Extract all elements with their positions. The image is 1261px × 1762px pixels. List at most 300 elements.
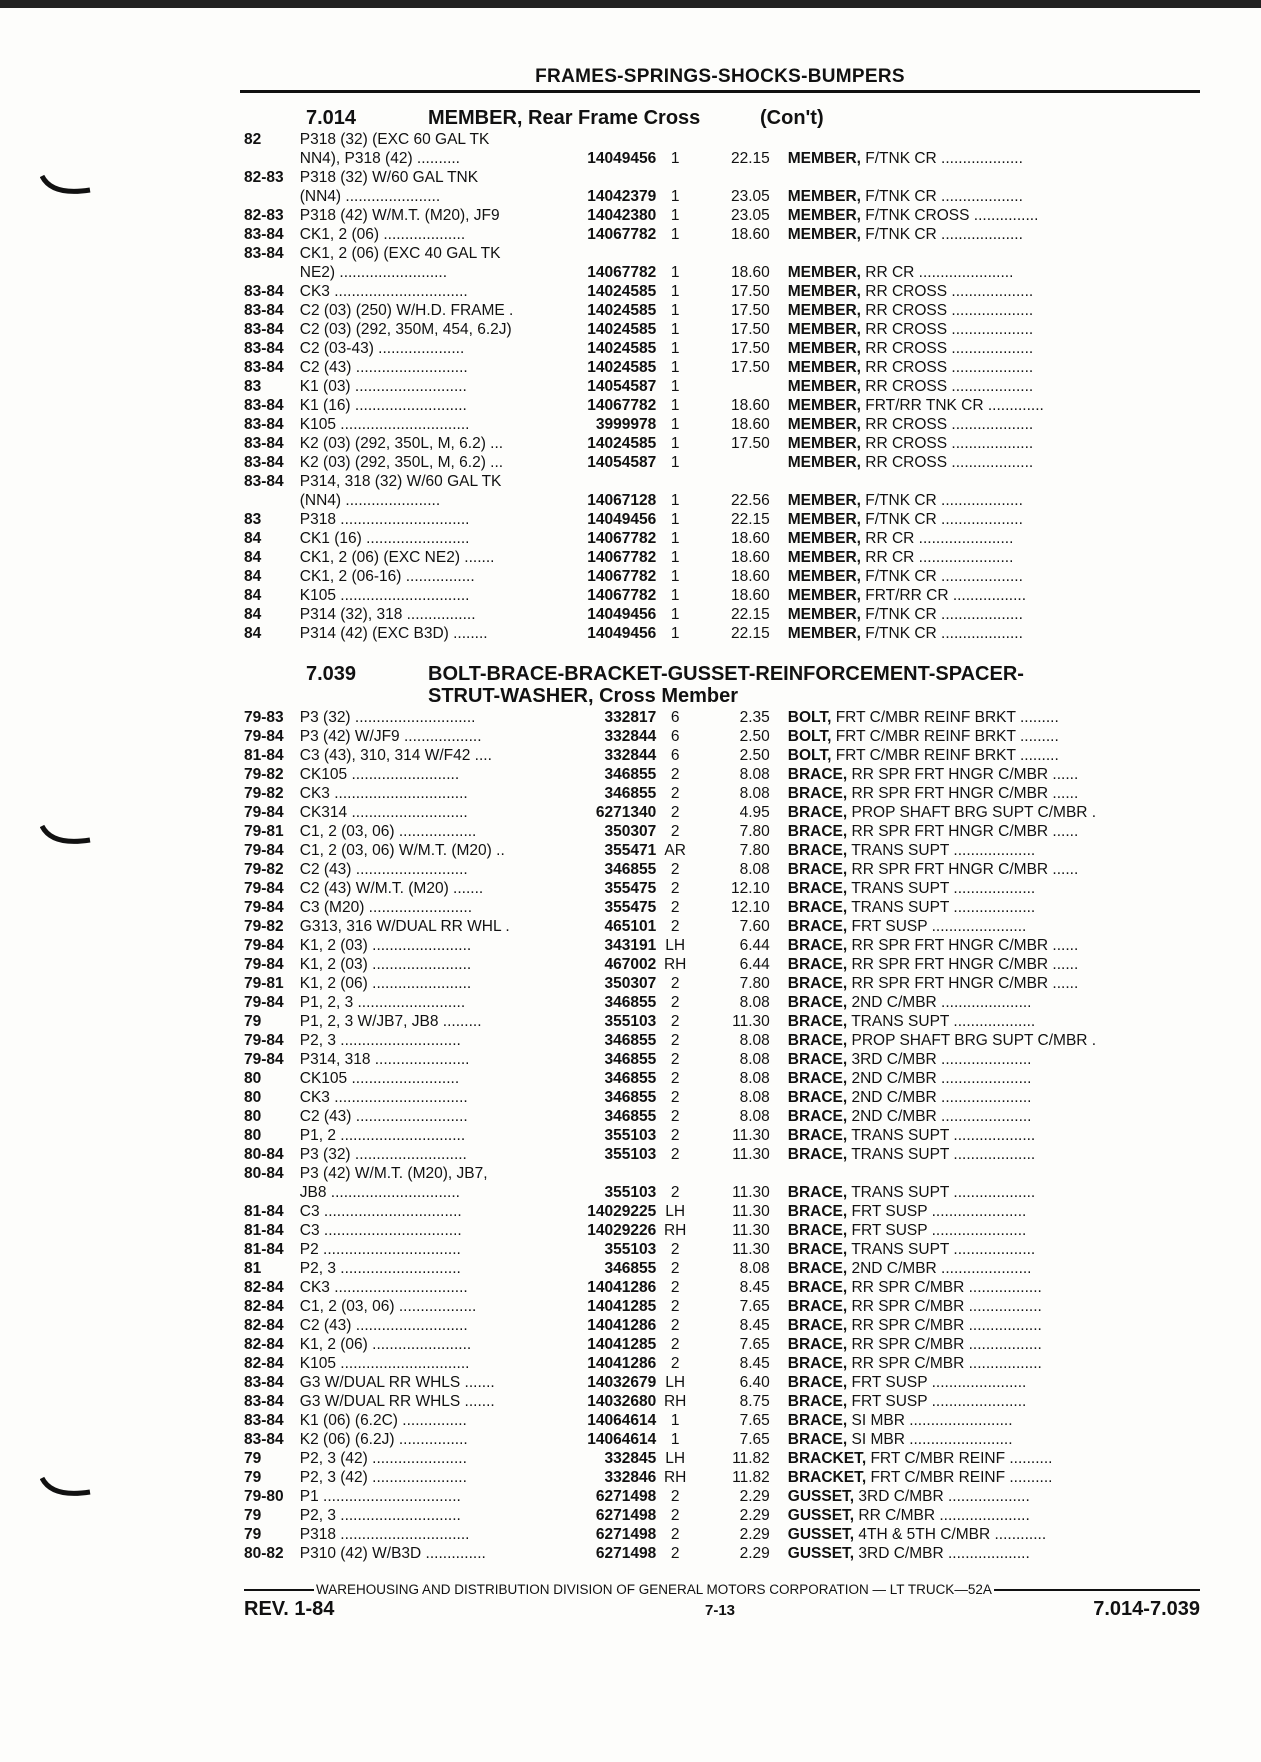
part-name-detail: FRT C/MBR REINF .......... bbox=[866, 1450, 1053, 1467]
section-title: BOLT-BRACE-BRACKET-GUSSET-REINFORCEMENT-SPACER- bbox=[428, 663, 1024, 685]
part-name bbox=[782, 415, 1204, 434]
part-number: 14054587 bbox=[587, 378, 657, 395]
application: K2 (06) (6.2J) ................ bbox=[299, 1431, 468, 1448]
price: 2.29 bbox=[739, 1488, 770, 1505]
year-range: 84 bbox=[244, 606, 262, 623]
table-row bbox=[244, 784, 1204, 803]
year-range: 82-84 bbox=[244, 1298, 284, 1315]
quantity: 1 bbox=[670, 435, 680, 452]
part-number: 6271498 bbox=[595, 1526, 657, 1543]
table-row bbox=[244, 1544, 1204, 1563]
part-name bbox=[782, 1088, 1204, 1107]
quantity: 1 bbox=[670, 378, 680, 395]
table-row bbox=[244, 187, 1204, 206]
application: P318 (42) W/M.T. (M20), JF9 bbox=[299, 207, 500, 224]
part-name bbox=[782, 149, 1204, 168]
application: P1, 2, 3 W/JB7, JB8 ......... bbox=[299, 1013, 482, 1030]
application: NN4), P318 (42) .......... bbox=[299, 150, 460, 167]
part-number: 346855 bbox=[604, 994, 657, 1011]
part-name bbox=[782, 1449, 1204, 1468]
footer-rule bbox=[994, 1589, 1200, 1591]
price: 4.95 bbox=[739, 804, 770, 821]
title-rule bbox=[240, 90, 1200, 93]
part-name-detail: RR SPR FRT HNGR C/MBR ...... bbox=[847, 785, 1079, 802]
year-range: 83-84 bbox=[244, 321, 284, 338]
part-name-keyword: MEMBER, bbox=[787, 530, 861, 547]
year-range: 80 bbox=[244, 1070, 262, 1087]
application: K105 .............................. bbox=[299, 587, 470, 604]
quantity: 2 bbox=[670, 1241, 680, 1258]
year-range: 83-84 bbox=[244, 1393, 284, 1410]
section-range: 7.014-7.039 bbox=[1093, 1598, 1200, 1620]
part-number: 465101 bbox=[604, 918, 657, 935]
year-range: 83-84 bbox=[244, 1374, 284, 1391]
table-row bbox=[244, 396, 1204, 415]
table-row bbox=[244, 263, 1204, 282]
application: P3 (42) W/JF9 .................. bbox=[299, 728, 482, 745]
year-range: 81-84 bbox=[244, 1203, 284, 1220]
application: K1, 2 (03) ....................... bbox=[299, 956, 472, 973]
part-number: 6271340 bbox=[595, 804, 657, 821]
part-name-keyword: BRACE, bbox=[787, 842, 848, 859]
application: P2, 3 (42) ...................... bbox=[299, 1469, 467, 1486]
quantity: 2 bbox=[670, 1355, 680, 1372]
quantity: 1 bbox=[670, 264, 680, 281]
part-number: 14067782 bbox=[587, 549, 657, 566]
part-name-detail: RR CROSS ................... bbox=[860, 340, 1034, 357]
part-number: 343191 bbox=[604, 937, 657, 954]
part-name-keyword: BRACE, bbox=[787, 956, 848, 973]
application: P2, 3 ............................ bbox=[299, 1032, 461, 1049]
part-name bbox=[782, 1050, 1204, 1069]
part-number: 332846 bbox=[604, 1469, 657, 1486]
application: C2 (03) (250) W/H.D. FRAME . bbox=[299, 302, 514, 319]
price: 22.15 bbox=[730, 511, 770, 528]
quantity: 2 bbox=[670, 1089, 680, 1106]
part-name bbox=[782, 1012, 1204, 1031]
part-name-detail: F/TNK CR ................... bbox=[860, 226, 1023, 243]
part-name bbox=[782, 624, 1204, 643]
application: K1 (03) .......................... bbox=[299, 378, 467, 395]
price: 8.45 bbox=[739, 1355, 770, 1372]
quantity: 2 bbox=[670, 1108, 680, 1125]
part-name-keyword: BOLT, bbox=[787, 728, 832, 745]
quantity: LH bbox=[665, 1450, 686, 1467]
price: 12.10 bbox=[730, 880, 770, 897]
price: 8.08 bbox=[739, 1070, 770, 1087]
application: P314, 318 ...................... bbox=[299, 1051, 470, 1068]
price: 11.30 bbox=[732, 1127, 770, 1144]
year-range: 79-82 bbox=[244, 918, 284, 935]
part-name-keyword: MEMBER, bbox=[787, 150, 861, 167]
part-name-detail: 3RD C/MBR ................... bbox=[854, 1545, 1030, 1562]
table-row bbox=[244, 130, 1204, 149]
footer-division-line bbox=[244, 1582, 1200, 1597]
table-row bbox=[244, 1069, 1204, 1088]
application: JB8 .............................. bbox=[299, 1184, 460, 1201]
application: P318 .............................. bbox=[299, 511, 470, 528]
part-name bbox=[782, 727, 1204, 746]
part-number: 14067782 bbox=[587, 397, 657, 414]
part-name-detail: RR SPR FRT HNGR C/MBR ...... bbox=[847, 861, 1079, 878]
part-number: 14067782 bbox=[587, 226, 657, 243]
part-name bbox=[782, 1354, 1204, 1373]
application: P318 (32) (EXC 60 GAL TK bbox=[299, 131, 490, 148]
part-number: 14049456 bbox=[587, 150, 657, 167]
part-name-keyword: MEMBER, bbox=[787, 302, 861, 319]
part-name-keyword: BRACE, bbox=[787, 823, 848, 840]
price: 18.60 bbox=[730, 226, 770, 243]
part-name bbox=[782, 822, 1204, 841]
application: P3 (32) .......................... bbox=[299, 1146, 467, 1163]
year-range: 79 bbox=[244, 1526, 262, 1543]
price: 22.15 bbox=[730, 625, 770, 642]
application: P3 (42) W/M.T. (M20), JB7, bbox=[299, 1165, 488, 1182]
section-7-039 bbox=[244, 662, 1204, 1563]
part-name-detail: RR CROSS ................... bbox=[860, 454, 1034, 471]
part-name-detail: F/TNK CROSS ............... bbox=[860, 207, 1039, 224]
part-name-keyword: BRACE, bbox=[787, 937, 848, 954]
part-number: 14024585 bbox=[587, 302, 657, 319]
table-row bbox=[244, 765, 1204, 784]
quantity: 2 bbox=[670, 1051, 680, 1068]
part-number: 346855 bbox=[604, 785, 657, 802]
part-number: 350307 bbox=[604, 975, 657, 992]
table-row bbox=[244, 1221, 1204, 1240]
quantity: 1 bbox=[670, 359, 680, 376]
part-number: 14067782 bbox=[587, 568, 657, 585]
application: CK314 ........................... bbox=[299, 804, 468, 821]
price: 7.60 bbox=[739, 918, 770, 935]
part-number: 332817 bbox=[604, 709, 657, 726]
quantity: 2 bbox=[670, 975, 680, 992]
part-name-detail: RR CROSS ................... bbox=[860, 302, 1034, 319]
quantity: LH bbox=[665, 1374, 686, 1391]
part-name bbox=[782, 301, 1204, 320]
table-row bbox=[244, 453, 1204, 472]
table-row bbox=[244, 746, 1204, 765]
application: P314 (32), 318 ................ bbox=[299, 606, 476, 623]
year-range: 82-84 bbox=[244, 1336, 284, 1353]
part-number: 6271498 bbox=[595, 1488, 657, 1505]
part-name-detail: RR CROSS ................... bbox=[860, 359, 1034, 376]
part-number: 6271498 bbox=[595, 1507, 657, 1524]
part-name bbox=[782, 1468, 1204, 1487]
part-name-keyword: MEMBER, bbox=[787, 454, 861, 471]
year-range: 79-81 bbox=[244, 975, 284, 992]
application: (NN4) ...................... bbox=[299, 188, 441, 205]
quantity: 1 bbox=[670, 511, 680, 528]
part-name-detail: RR CR ...................... bbox=[860, 530, 1014, 547]
part-number: 14032679 bbox=[587, 1374, 657, 1391]
quantity: 1 bbox=[670, 207, 680, 224]
table-row bbox=[244, 339, 1204, 358]
year-range: 83-84 bbox=[244, 283, 284, 300]
application: P3 (32) ............................ bbox=[299, 709, 476, 726]
quantity: 1 bbox=[670, 397, 680, 414]
part-number: 14032680 bbox=[587, 1393, 657, 1410]
application: K1 (06) (6.2C) ............... bbox=[299, 1412, 467, 1429]
table-row bbox=[244, 803, 1204, 822]
part-name bbox=[782, 1107, 1204, 1126]
table-row bbox=[244, 822, 1204, 841]
part-name-detail: RR CR ...................... bbox=[860, 549, 1014, 566]
year-range: 83-84 bbox=[244, 454, 284, 471]
part-number: 346855 bbox=[604, 861, 657, 878]
quantity: 1 bbox=[670, 1431, 680, 1448]
year-range: 82-84 bbox=[244, 1279, 284, 1296]
price: 8.45 bbox=[739, 1317, 770, 1334]
part-name-keyword: MEMBER, bbox=[787, 321, 861, 338]
part-name-keyword: BRACE, bbox=[787, 1089, 848, 1106]
part-name bbox=[782, 993, 1204, 1012]
year-range: 79-84 bbox=[244, 804, 284, 821]
part-name-keyword: BRACE, bbox=[787, 1260, 848, 1277]
price: 2.50 bbox=[739, 728, 770, 745]
part-name-keyword: BRACE, bbox=[787, 1393, 848, 1410]
part-number: 346855 bbox=[604, 1051, 657, 1068]
quantity: 1 bbox=[670, 492, 680, 509]
part-number: 14064614 bbox=[587, 1412, 657, 1429]
year-range: 79-84 bbox=[244, 899, 284, 916]
part-name bbox=[782, 974, 1204, 993]
year-range: 79-84 bbox=[244, 956, 284, 973]
quantity: 1 bbox=[670, 416, 680, 433]
part-number: 14024585 bbox=[587, 435, 657, 452]
table-row bbox=[244, 529, 1204, 548]
part-number: 355103 bbox=[604, 1013, 657, 1030]
price: 8.08 bbox=[739, 1051, 770, 1068]
application: (NN4) ...................... bbox=[299, 492, 441, 509]
year-range: 79-82 bbox=[244, 785, 284, 802]
application: C2 (03-43) .................... bbox=[299, 340, 465, 357]
table-row bbox=[244, 472, 1204, 491]
part-name bbox=[782, 708, 1204, 727]
year-range: 83-84 bbox=[244, 416, 284, 433]
part-name bbox=[782, 841, 1204, 860]
part-name bbox=[782, 320, 1204, 339]
table-row bbox=[244, 149, 1204, 168]
application: P310 (42) W/B3D .............. bbox=[299, 1545, 486, 1562]
quantity: 1 bbox=[670, 1412, 680, 1429]
year-range: 80-84 bbox=[244, 1165, 284, 1182]
table-row bbox=[244, 1430, 1204, 1449]
year-range: 82-83 bbox=[244, 169, 284, 186]
part-name-detail: RR SPR FRT HNGR C/MBR ...... bbox=[847, 766, 1079, 783]
price: 8.08 bbox=[739, 1260, 770, 1277]
part-name-keyword: GUSSET, bbox=[787, 1526, 855, 1543]
table-row bbox=[244, 415, 1204, 434]
part-name-detail: RR SPR C/MBR ................. bbox=[847, 1298, 1042, 1315]
part-name-keyword: GUSSET, bbox=[787, 1545, 855, 1562]
part-name-keyword: BRACE, bbox=[787, 899, 848, 916]
part-name-detail: 2ND C/MBR ..................... bbox=[847, 994, 1032, 1011]
table-row bbox=[244, 1506, 1204, 1525]
table-row bbox=[244, 1449, 1204, 1468]
table-row bbox=[244, 1297, 1204, 1316]
part-name bbox=[782, 282, 1204, 301]
year-range: 79-82 bbox=[244, 861, 284, 878]
quantity: 2 bbox=[670, 1070, 680, 1087]
part-name-detail: 2ND C/MBR ..................... bbox=[847, 1089, 1032, 1106]
part-name bbox=[782, 339, 1204, 358]
quantity: 2 bbox=[670, 804, 680, 821]
price: 18.60 bbox=[730, 587, 770, 604]
quantity: 2 bbox=[670, 766, 680, 783]
table-row bbox=[244, 1145, 1204, 1164]
part-name bbox=[782, 1392, 1204, 1411]
quantity: 2 bbox=[670, 1146, 680, 1163]
application: P2, 3 ............................ bbox=[299, 1260, 461, 1277]
table-row bbox=[244, 993, 1204, 1012]
application: CK3 ............................... bbox=[299, 1279, 468, 1296]
part-number: 332844 bbox=[604, 747, 657, 764]
part-name-keyword: BRACE, bbox=[787, 880, 848, 897]
table-row bbox=[244, 1164, 1204, 1183]
part-name-keyword: BRACE, bbox=[787, 1298, 848, 1315]
application: CK1, 2 (06) (EXC 40 GAL TK bbox=[299, 245, 501, 262]
quantity: 2 bbox=[670, 1526, 680, 1543]
part-name-detail: RR CROSS ................... bbox=[860, 416, 1034, 433]
part-number: 14029225 bbox=[587, 1203, 657, 1220]
page-number: 7-13 bbox=[704, 1602, 736, 1619]
price: 17.50 bbox=[730, 283, 770, 300]
part-name-detail: PROP SHAFT BRG SUPT C/MBR . bbox=[847, 1032, 1097, 1049]
application: K2 (03) (292, 350L, M, 6.2) ... bbox=[299, 435, 504, 452]
part-name-detail: SI MBR ........................ bbox=[847, 1412, 1013, 1429]
part-name-keyword: BRACE, bbox=[787, 918, 848, 935]
quantity: 2 bbox=[670, 1507, 680, 1524]
application: G3 W/DUAL RR WHLS ....... bbox=[299, 1393, 495, 1410]
table-row bbox=[244, 624, 1204, 643]
year-range: 83-84 bbox=[244, 245, 284, 262]
table-row bbox=[244, 434, 1204, 453]
section-continued: (Con't) bbox=[760, 107, 824, 129]
part-name bbox=[782, 936, 1204, 955]
application: K1 (16) .......................... bbox=[299, 397, 467, 414]
part-number: 14029226 bbox=[587, 1222, 657, 1239]
part-name-keyword: MEMBER, bbox=[787, 340, 861, 357]
quantity: 2 bbox=[670, 1184, 680, 1201]
quantity: 1 bbox=[670, 188, 680, 205]
table-row bbox=[244, 358, 1204, 377]
part-name bbox=[782, 879, 1204, 898]
section-title: MEMBER, Rear Frame Cross bbox=[428, 107, 701, 129]
part-number: 14041286 bbox=[587, 1279, 657, 1296]
year-range: 83-84 bbox=[244, 226, 284, 243]
part-name-keyword: BRACKET, bbox=[787, 1450, 867, 1467]
part-name-keyword: BRACE, bbox=[787, 1070, 848, 1087]
table-row bbox=[244, 282, 1204, 301]
table-row bbox=[244, 225, 1204, 244]
price: 23.05 bbox=[730, 188, 770, 205]
part-name-detail: PROP SHAFT BRG SUPT C/MBR . bbox=[847, 804, 1097, 821]
quantity: 1 bbox=[670, 606, 680, 623]
price: 7.65 bbox=[739, 1412, 770, 1429]
year-range: 84 bbox=[244, 587, 262, 604]
year-range: 83-84 bbox=[244, 340, 284, 357]
part-name-keyword: BRACE, bbox=[787, 1222, 848, 1239]
part-number: 332844 bbox=[604, 728, 657, 745]
price: 18.60 bbox=[730, 264, 770, 281]
table-row bbox=[244, 244, 1204, 263]
price: 2.35 bbox=[739, 709, 770, 726]
part-name-detail: F/TNK CR ................... bbox=[860, 188, 1023, 205]
part-name bbox=[782, 586, 1204, 605]
part-name-detail: 2ND C/MBR ..................... bbox=[847, 1108, 1032, 1125]
part-name-keyword: MEMBER, bbox=[787, 606, 861, 623]
part-name bbox=[782, 1240, 1204, 1259]
price: 6.44 bbox=[739, 956, 770, 973]
year-range: 81 bbox=[244, 1260, 262, 1277]
part-name-detail: FRT C/MBR REINF BRKT ......... bbox=[831, 728, 1059, 745]
price: 17.50 bbox=[730, 340, 770, 357]
part-name-keyword: BRACE, bbox=[787, 1336, 848, 1353]
price: 8.75 bbox=[739, 1393, 770, 1410]
part-name-detail: RR CROSS ................... bbox=[860, 321, 1034, 338]
part-name-keyword: MEMBER, bbox=[787, 359, 861, 376]
quantity: AR bbox=[664, 842, 686, 859]
parts-list bbox=[244, 130, 1204, 643]
table-row bbox=[244, 1278, 1204, 1297]
quantity: 6 bbox=[670, 747, 680, 764]
quantity: LH bbox=[665, 937, 686, 954]
part-number: 355103 bbox=[604, 1146, 657, 1163]
part-name-detail: RR CR ...................... bbox=[860, 264, 1014, 281]
year-range: 79 bbox=[244, 1013, 262, 1030]
price: 7.80 bbox=[739, 823, 770, 840]
year-range: 84 bbox=[244, 625, 262, 642]
price: 11.30 bbox=[732, 1146, 770, 1163]
price: 22.15 bbox=[730, 606, 770, 623]
part-number: 346855 bbox=[604, 1260, 657, 1277]
part-number: 14024585 bbox=[587, 321, 657, 338]
price: 2.29 bbox=[739, 1507, 770, 1524]
section-number: 7.014 bbox=[306, 107, 357, 129]
table-row bbox=[244, 974, 1204, 993]
application: CK1 (16) ........................ bbox=[299, 530, 470, 547]
application: C2 (43) .......................... bbox=[299, 359, 468, 376]
footer-rule bbox=[244, 1589, 314, 1591]
application: CK3 ............................... bbox=[299, 283, 468, 300]
price: 2.29 bbox=[739, 1526, 770, 1543]
table-row bbox=[244, 586, 1204, 605]
year-range: 79-83 bbox=[244, 709, 284, 726]
part-name-keyword: MEMBER, bbox=[787, 416, 861, 433]
part-name-keyword: BRACE, bbox=[787, 975, 848, 992]
part-number: 14064614 bbox=[587, 1431, 657, 1448]
part-name bbox=[782, 898, 1204, 917]
part-name bbox=[782, 1430, 1204, 1449]
part-name-keyword: BRACE, bbox=[787, 1431, 848, 1448]
quantity: LH bbox=[665, 1203, 686, 1220]
year-range: 83 bbox=[244, 511, 262, 528]
quantity: 1 bbox=[670, 530, 680, 547]
part-number: 350307 bbox=[604, 823, 657, 840]
year-range: 79-84 bbox=[244, 842, 284, 859]
year-range: 82 bbox=[244, 131, 262, 148]
part-name-detail: 3RD C/MBR ................... bbox=[854, 1488, 1030, 1505]
part-name-keyword: BRACE, bbox=[787, 1355, 848, 1372]
price: 7.80 bbox=[739, 842, 770, 859]
quantity: 6 bbox=[670, 709, 680, 726]
application: P318 .............................. bbox=[299, 1526, 470, 1543]
part-name-detail: SI MBR ........................ bbox=[847, 1431, 1013, 1448]
part-name-keyword: BRACE, bbox=[787, 1032, 848, 1049]
part-number: 355103 bbox=[604, 1241, 657, 1258]
part-number: 355471 bbox=[604, 842, 657, 859]
year-range: 79-84 bbox=[244, 1032, 284, 1049]
